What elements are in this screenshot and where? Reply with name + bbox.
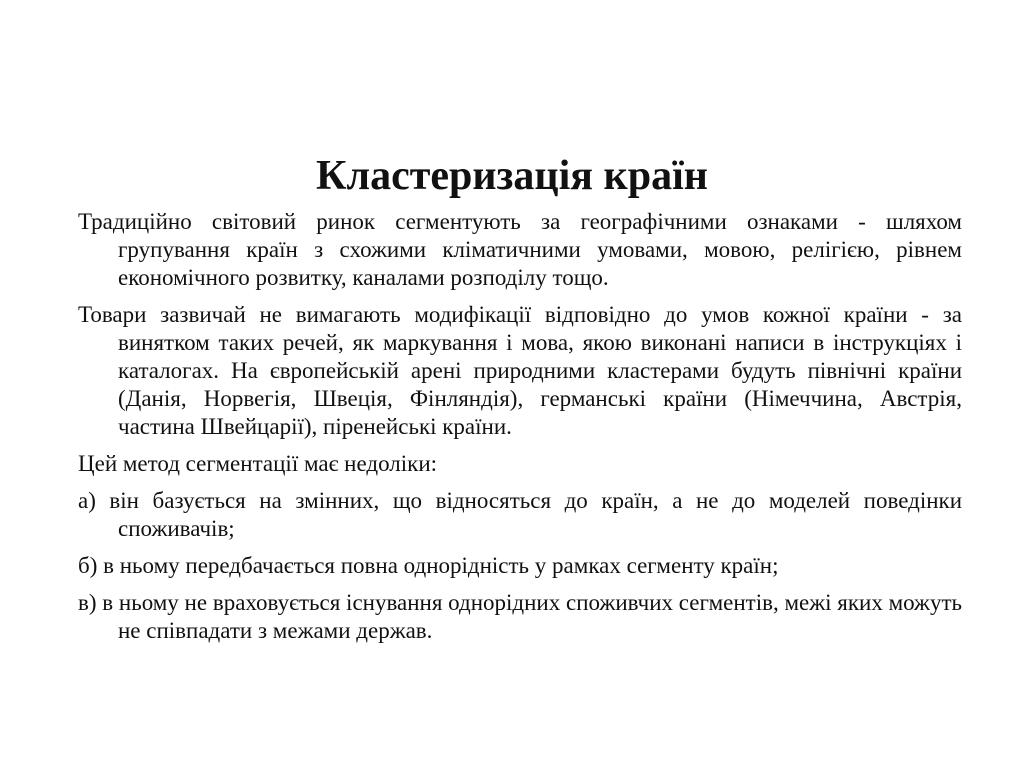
drawback-item-a: а) він базується на змінних, що відносяться до країн, а не до моделей поведінки споживачів; [78, 488, 962, 541]
paragraph-geographic-segmentation: Традиційно світовий ринок сегментують за географічними ознаками - шляхом групування країн з схожими кліматичними умовами, мовою, релігією, рівнем економічного розвитку, каналами розподілу тощо. [78, 209, 962, 290]
paragraph-product-modification: Товари зазвичай не вимагають модифікації відповідно до умов кожної країни - за винятком таких речей, як маркування і мова, якою виконані написи в інструкціях і каталогах. На європейській арені природними кластерами будуть північні країни (Данія, Норвегія, Швеція, Фінляндія), германські країни (Німеччина, Австрія, частина Швейцарії), піренейські країни. [78, 302, 962, 439]
slide-body [78, 208, 962, 654]
paragraph-method-drawbacks: Цей метод сегментації має недоліки: [78, 451, 438, 476]
drawback-item-c: в) в ньому не враховується існування однорідних споживчих сегментів, межі яких можуть не співпадати з межами держав. [78, 590, 962, 643]
drawback-item-b: б) в ньому передбачається повна однорідність у рамках сегменту країн; [78, 553, 779, 578]
slide-title: Кластеризація країн [316, 153, 708, 199]
